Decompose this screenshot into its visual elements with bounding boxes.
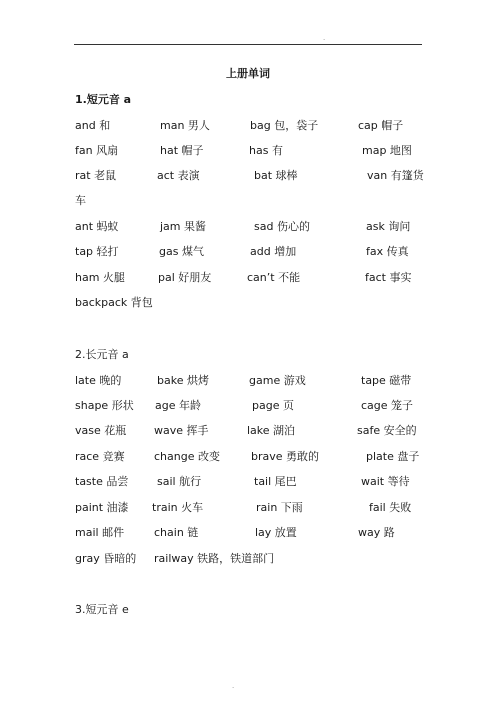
word-entry: chain 链: [154, 526, 199, 539]
word-entry: brave 勇敢的: [251, 450, 320, 463]
footer-mark: .: [232, 682, 235, 690]
word-entry: has 有: [249, 144, 283, 157]
word-entry: ask 询问: [366, 220, 411, 233]
word-entry: man 男人: [160, 119, 210, 132]
word-entry: tail 尾巴: [254, 475, 297, 488]
word-entry: race 竞赛: [75, 450, 125, 463]
word-entry: rat 老鼠: [75, 169, 117, 182]
word-entry: safe 安全的: [357, 424, 417, 437]
word-wrap-tail: 车: [75, 194, 86, 207]
header-rule: [74, 44, 422, 45]
word-entry: vase 花瓶: [75, 424, 127, 437]
word-entry: plate 盘子: [366, 450, 420, 463]
word-entry: sad 伤心的: [254, 220, 310, 233]
word-entry: lay 放置: [255, 526, 297, 539]
word-entry: ham 火腿: [75, 271, 125, 284]
word-entry: paint 油漆: [75, 501, 129, 514]
word-entry: fan 风扇: [75, 144, 119, 157]
section-heading-3: 3.短元音 e: [75, 603, 129, 616]
word-entry: can’t 不能: [247, 271, 301, 284]
word-row: [0, 474, 496, 490]
word-entry: gas 煤气: [159, 245, 204, 258]
word-entry: backpack 背包: [75, 296, 153, 309]
word-row: [0, 500, 496, 516]
word-row: [0, 143, 496, 159]
word-entry: bake 烘烤: [157, 374, 209, 387]
word-entry: way 路: [358, 526, 395, 539]
word-row: [0, 423, 496, 439]
word-entry: change 改变: [154, 450, 220, 463]
word-row: [0, 373, 496, 389]
word-entry: hat 帽子: [160, 144, 204, 157]
word-entry: fax 传真: [366, 245, 409, 258]
word-entry: sail 航行: [157, 475, 202, 488]
word-entry: rain 下雨: [256, 501, 303, 514]
word-row: [0, 118, 496, 134]
word-entry: age 年龄: [155, 399, 201, 412]
word-entry: tape 磁带: [361, 374, 412, 387]
word-entry: cage 笼子: [361, 399, 414, 412]
word-entry: late 晚的: [75, 374, 122, 387]
section-heading-1: 1.短元音 a: [75, 93, 132, 106]
word-row: [0, 295, 496, 311]
word-entry: pal 好朋友: [158, 271, 212, 284]
word-entry: act 表演: [157, 169, 200, 182]
section-heading-2: 2.长元音 a: [75, 348, 129, 361]
word-entry: lake 湖泊: [247, 424, 296, 437]
word-entry: fact 事实: [365, 271, 412, 284]
word-entry: shape 形状: [75, 399, 134, 412]
word-entry: map 地图: [362, 144, 412, 157]
word-row: [0, 525, 496, 541]
word-entry: page 页: [252, 399, 294, 412]
word-entry: tap 轻打: [75, 245, 119, 258]
word-row: [0, 270, 496, 286]
word-row: [0, 168, 496, 184]
word-entry: gray 昏暗的: [75, 552, 137, 565]
word-entry: taste 品尝: [75, 475, 129, 488]
word-entry: wait 等待: [361, 475, 410, 488]
word-entry: add 增加: [250, 245, 297, 258]
word-entry: bag 包，袋子: [250, 119, 319, 132]
page-title: 上册单词: [226, 67, 270, 80]
word-row: [0, 398, 496, 414]
word-entry: wave 挥手: [154, 424, 209, 437]
word-row: [0, 244, 496, 260]
word-entry: and 和: [75, 119, 111, 132]
word-entry: jam 果酱: [160, 220, 207, 233]
word-entry: fail 失败: [369, 501, 412, 514]
word-entry: bat 球棒: [254, 169, 298, 182]
word-row: [0, 449, 496, 465]
word-entry: game 游戏: [249, 374, 306, 387]
word-entry: van 有篷货: [367, 169, 424, 182]
word-entry: railway 铁路，铁道部门: [154, 552, 275, 565]
word-row: [0, 219, 496, 235]
word-entry: mail 邮件: [75, 526, 125, 539]
word-row: [0, 551, 496, 567]
word-entry: cap 帽子: [358, 119, 404, 132]
header-mark: .: [323, 34, 326, 42]
word-entry: train 火车: [152, 501, 204, 514]
word-entry: ant 蚂蚁: [75, 220, 119, 233]
